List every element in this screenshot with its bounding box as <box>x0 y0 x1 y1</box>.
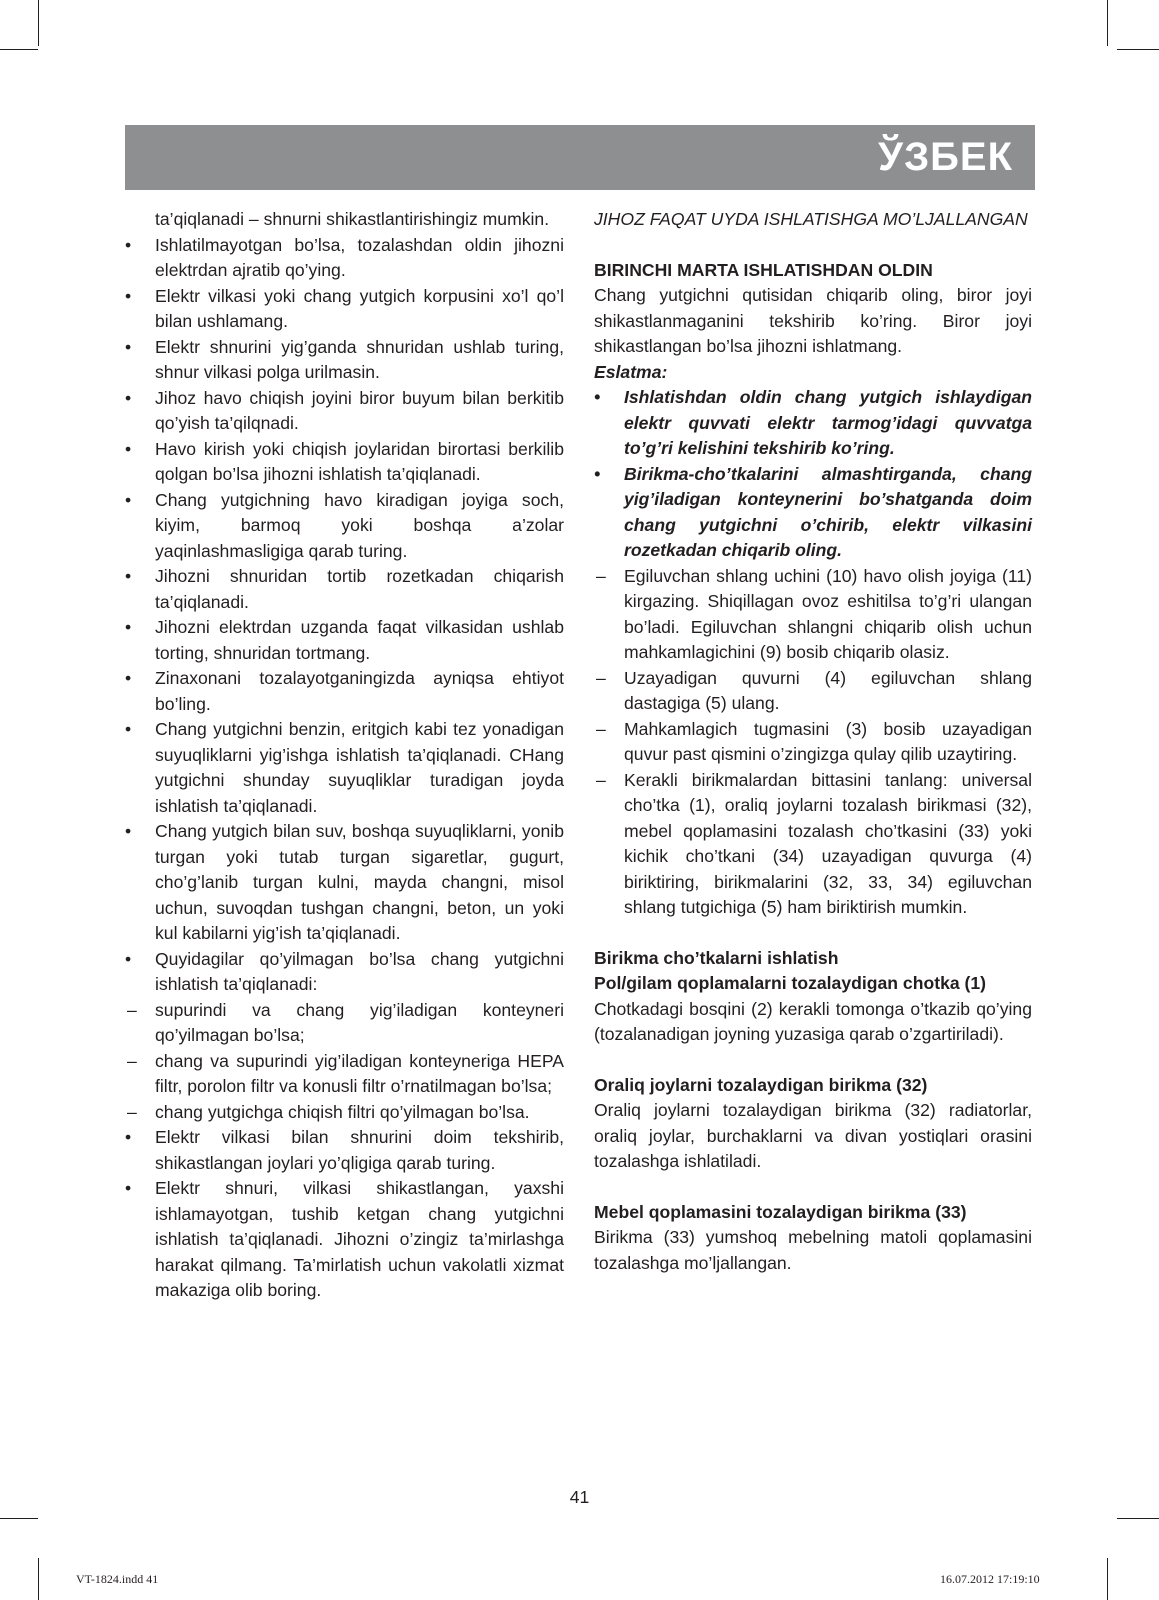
slug-timestamp: 16.07.2012 17:19:10 <box>940 1572 1040 1586</box>
list-item <box>125 488 564 565</box>
crop-mark <box>1107 1558 1108 1600</box>
list-item-text: Ishlatishdan oldin chang yutgich ishlaydigan elektr quvvati elektr tarmog’idagi quvvatga to’g’ri kelishini tekshirib ko’ring. <box>624 387 1032 458</box>
dash-marker: – <box>127 999 137 1020</box>
list-item-text: Egiluvchan shlang uchini (10) havo olish joyiga (11) kirgazing. Shiqillagan ovoz eshitilsa to’g’ri ulangan bo’ladi. Egiluvchan shlangni chiqarib olish uchun mahkamlagichini (9) bosib chiqarib olasiz. <box>624 565 1032 662</box>
bullet-marker: • <box>125 948 132 969</box>
crevice-text: Oraliq joylarni tozalaydigan birikma (32) radiatorlar, oraliq joylar, burchaklarni va divan yostiqlari orasini tozalashga ishlatiladi. <box>594 1100 1032 1171</box>
list-item-text: supurindi va chang yig’iladigan konteyneri qo’yilmagan bo’lsa; <box>155 999 564 1045</box>
bullet-marker: • <box>125 285 132 306</box>
spacer <box>594 233 1032 258</box>
list-item <box>125 284 564 335</box>
crop-mark <box>38 0 39 46</box>
bullet-marker: • <box>125 668 132 688</box>
bullet-marker: • <box>125 617 132 637</box>
first-use-text: Chang yutgichni qutisidan chiqarib oling, biror joyi shikastlanmaganini tekshirib ko’ring. Biror joyi shikastlangan bo’lsa jihozni ishlatmang. <box>594 285 1032 356</box>
dash-marker: – <box>596 718 606 739</box>
list-item-text: Jihoz havo chiqish joyini biror buyum bilan berkitib qo’yish ta’qilqnadi. <box>155 387 564 433</box>
list-item-text: Mahkamlagich tugmasini (3) bosib uzayadigan quvur past qismini o’zingizga qulay qilib uzaytiring. <box>624 718 1032 764</box>
upholstery-heading: Mebel qoplamasini tozalaydigan birikma (33) <box>594 1201 967 1222</box>
list-item <box>125 666 564 717</box>
bullet-marker: • <box>125 1127 132 1147</box>
notes-list <box>594 385 1032 564</box>
bullet-marker: • <box>125 438 132 459</box>
crop-mark <box>38 1558 39 1600</box>
crop-mark <box>1117 1518 1159 1519</box>
bullet-marker: • <box>125 387 132 408</box>
bullet-marker: • <box>125 336 132 357</box>
list-item <box>594 462 1032 564</box>
first-use-heading: BIRINCHI MARTA ISHLATISHDAN OLDIN <box>594 259 933 280</box>
left-column <box>125 207 564 1304</box>
right-column <box>594 207 1032 1276</box>
list-item-text: Jihozni shnuridan tortib rozetkadan chiqarish ta’qiqlanadi. <box>155 566 564 612</box>
list-item <box>125 1125 564 1176</box>
list-item <box>125 564 564 615</box>
dash-marker: – <box>596 769 606 790</box>
list-item-text: Birikma-cho’tkalarini almashtirganda, chang yig’iladigan konteynerini bo’shatganda doim chang yutgichni o’chirib, elektr vilkasini rozetkadan chiqarib oling. <box>624 463 1032 560</box>
list-item <box>125 386 564 437</box>
list-item <box>594 564 1032 666</box>
list-item <box>125 437 564 488</box>
safety-list <box>125 233 564 1304</box>
list-item <box>125 1176 564 1304</box>
list-item <box>594 385 1032 462</box>
bullet-marker: • <box>125 1178 132 1198</box>
crop-mark <box>0 49 38 50</box>
list-item <box>594 717 1032 768</box>
list-item-text: Kerakli birikmalardan bittasini tanlang: universal cho’tka (1), oraliq joylarni tozalash birikmasi (32), mebel qoplamasini tozalash cho’tkasini (33) yoki kichik cho’tkani (34) uzayadigan quvurga (4) biriktiring, birikmalarini (32, 33, 34) egiluvchan shlang tutgichiga (5) ham biriktirish mumkin. <box>624 769 1032 917</box>
lead-text: ta’qiqlanadi – shnurni shikastlantirishingiz mumkin. <box>155 209 550 229</box>
list-item <box>125 1049 564 1100</box>
list-item <box>594 768 1032 921</box>
dash-marker: – <box>127 1101 137 1122</box>
crop-mark <box>0 1518 38 1519</box>
list-item-text: Chang yutgichni benzin, eritgich kabi tez yonadigan suyuqliklarni yig’ishga ishlatish ta’qiqlanadi. CHang yutgichni shunday suyuqliklar turadigan joyda ishlatish ta’qiqlanadi. <box>155 719 564 816</box>
list-item-text: Jihozni elektrdan uzganda faqat vilkasidan ushlab torting, shnuridan tortmang. <box>155 617 564 663</box>
bullet-marker: • <box>125 566 132 586</box>
upholstery-text: Birikma (33) yumshoq mebelning matoli qoplamasini tozalashga mo’ljallangan. <box>594 1227 1032 1273</box>
home-use-notice: JIHOZ FAQAT UYDA ISHLATISHGA MO’LJALLANGAN <box>594 209 1028 229</box>
list-item <box>125 335 564 386</box>
list-item-text: Elektr shnuri, vilkasi shikastlangan, yaxshi ishlamayotgan, tushib ketgan chang yutgichni ishlatish ta’qiqlanadi. Jihozni o’zingiz ta’mirlashga harakat qilmang. Ta’mirlatish uchun vakolatli xizmat makaziga olib boring. <box>155 1178 564 1300</box>
page-number: 41 <box>569 1487 590 1507</box>
list-item-text: Quyidagilar qo’yilmagan bo’lsa chang yutgichni ishlatish ta’qiqlanadi: <box>155 948 564 994</box>
bullet-marker: • <box>125 821 132 841</box>
list-item <box>125 233 564 284</box>
list-item <box>125 615 564 666</box>
bullet-marker: • <box>594 463 601 484</box>
list-item-text: Elektr vilkasi yoki chang yutgich korpusini xo’l qo’l bilan ushlamang. <box>155 285 564 331</box>
spacer <box>594 921 1032 946</box>
list-item <box>594 666 1032 717</box>
dash-marker: – <box>596 565 606 586</box>
bullet-marker: • <box>125 489 132 510</box>
brushes-heading: Birikma cho’tkalarni ishlatish <box>594 947 839 968</box>
list-item <box>125 947 564 998</box>
dash-marker: – <box>127 1050 137 1071</box>
list-item-text: Elektr vilkasi bilan shnurini doim tekshirib, shikastlangan joylari yo’qligiga qarab turing. <box>155 1127 564 1173</box>
dash-marker: – <box>596 667 606 688</box>
list-item <box>125 998 564 1049</box>
note-label: Eslatma: <box>594 361 668 382</box>
list-item-text: Elektr shnurini yig’ganda shnuridan ushlab turing, shnur vilkasi polga urilmasin. <box>155 336 564 382</box>
list-item-text: Ishlatilmayotgan bo’lsa, tozalashdan oldin jihozni elektrdan ajratib qo’ying. <box>155 234 564 280</box>
spacer <box>594 1175 1032 1200</box>
list-item-text: chang va supurindi yig’iladigan konteyneriga HEPA filtr, porolon filtr va konusli filtr o’rnatilmagan bo’lsa; <box>155 1050 564 1096</box>
crevice-heading: Oraliq joylarni tozalaydigan birikma (32) <box>594 1074 928 1095</box>
list-item-text: Uzayadigan quvurni (4) egiluvchan shlang dastagiga (5) ulang. <box>624 667 1032 713</box>
list-item <box>125 819 564 947</box>
slug-file: VT-1824.indd 41 <box>76 1572 159 1586</box>
crop-mark <box>1117 49 1159 50</box>
list-item-text: Chang yutgichning havo kiradigan joyiga soch, kiyim, barmoq yoki boshqa a’zolar yaqinlashmasligiga qarab turing. <box>155 489 564 561</box>
list-item <box>125 717 564 819</box>
spacer <box>594 1048 1032 1073</box>
list-item-text: chang yutgichga chiqish filtri qo’yilmagan bo’lsa. <box>155 1101 530 1122</box>
banner-title: ЎЗБЕК <box>878 135 1013 179</box>
language-banner <box>125 125 1035 190</box>
bullet-marker: • <box>125 719 132 739</box>
bullet-marker: • <box>594 387 601 407</box>
list-item-text: Zinaxonani tozalayotganingizda ayniqsa ehtiyot bo’ling. <box>155 668 564 714</box>
crop-mark <box>1107 0 1108 46</box>
bullet-marker: • <box>125 234 132 255</box>
floor-brush-heading: Pol/gilam qoplamalarni tozalaydigan chotka (1) <box>594 973 987 993</box>
list-item-text: Havo kirish yoki chiqish joylaridan birortasi berkilib qolgan bo’lsa jihozni ishlatish ta’qiqlanadi. <box>155 438 564 484</box>
floor-brush-text: Chotkadagi bosqini (2) kerakli tomonga o’tkazib qo’ying (tozalanadigan joyning yuzasiga qarab o’zgartiriladi). <box>594 998 1032 1044</box>
list-item-text: Chang yutgich bilan suv, boshqa suyuqliklarni, yonib turgan yoki tutab turgan sigaretlar, gugurt, cho’g’lanib turgan kulni, mayda changni, misol uchun, suvoqdan tushgan changni, beton, un yoki kul kabilarni yig’ish ta’qiqlanadi. <box>155 821 564 943</box>
list-item <box>125 1100 564 1126</box>
assembly-steps-list <box>594 564 1032 921</box>
